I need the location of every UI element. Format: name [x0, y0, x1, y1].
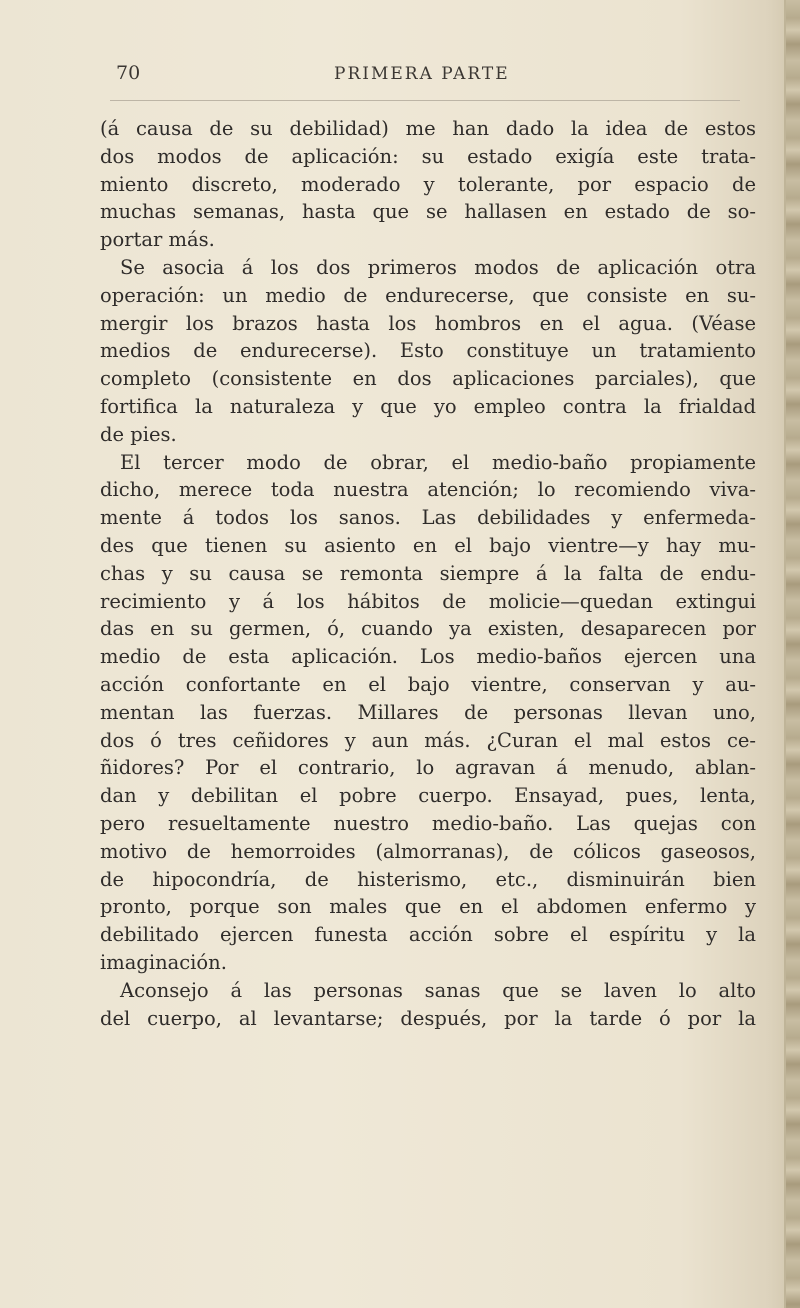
text-line: (á causa de su debilidad) me han dado la idea de estos: [100, 117, 756, 140]
text-line: muchas semanas, hasta que se hallasen en estado de so-: [100, 200, 756, 224]
text-line: dan y debilitan el pobre cuerpo. Ensayad, pues, lenta,: [100, 784, 756, 808]
text-line: de hipocondría, de histerismo, etc., disminuirán bien: [100, 867, 756, 891]
text-line: dicho, merece toda nuestra atención; lo recomiendo viva-: [100, 478, 756, 502]
text-line: operación: un medio de endurecerse, que consiste en su-: [100, 283, 756, 307]
text-line: fortifica la naturaleza y que yo empleo contra la frialdad: [100, 394, 756, 418]
text-line: motivo de hemorroides (almorranas), de cólicos gaseosos,: [100, 839, 756, 863]
text-line: del cuerpo, al levantarse; después, por la tarde ó por la: [100, 1006, 756, 1030]
book-spine-edge: [786, 0, 800, 1308]
text-line: Aconsejo á las personas sanas que se laven lo alto: [120, 978, 756, 1002]
text-line: das en su germen, ó, cuando ya existen, desaparecen por: [100, 617, 756, 641]
text-line: dos ó tres ceñidores y aun más. ¿Curan el mal estos ce-: [100, 728, 756, 752]
text-line: des que tienen su asiento en el bajo vientre—y hay mu-: [100, 533, 756, 557]
text-line: de pies.: [100, 422, 177, 446]
text-line: pronto, porque son males que en el abdomen enfermo y: [100, 895, 756, 919]
text-line: acción confortante en el bajo vientre, conservan y au-: [100, 672, 756, 696]
text-line: mergir los brazos hasta los hombros en el agua. (Véase: [100, 311, 756, 335]
text-line: chas y su causa se remonta siempre á la falta de endu-: [100, 561, 756, 585]
text-line: portar más.: [100, 228, 215, 252]
text-line: miento discreto, moderado y tolerante, por espacio de: [100, 172, 756, 196]
text-line: medio de esta aplicación. Los medio-baños ejercen una: [100, 645, 756, 669]
page-header: [116, 62, 736, 92]
body-text: [100, 115, 756, 1032]
text-line: El tercer modo de obrar, el medio-baño propiamente: [120, 450, 756, 474]
running-title: PRIMERA PARTE: [334, 64, 510, 84]
text-line: mentan las fuerzas. Millares de personas llevan uno,: [100, 700, 756, 724]
text-line: dos modos de aplicación: su estado exigía este trata-: [100, 144, 756, 168]
text-line: ñidores? Por el contrario, lo agravan á menudo, ablan-: [100, 756, 756, 780]
text-line: imaginación.: [100, 950, 227, 974]
text-line: medios de endurecerse). Esto constituye un tratamiento: [100, 339, 756, 363]
text-line: recimiento y á los hábitos de molicie—quedan extingui: [100, 589, 756, 613]
text-line: debilitado ejercen funesta acción sobre el espíritu y la: [100, 923, 756, 947]
page-number: 70: [116, 62, 141, 84]
text-line: completo (consistente en dos aplicaciones parciales), que: [100, 367, 756, 391]
text-line: mente á todos los sanos. Las debilidades y enfermeda-: [100, 506, 756, 530]
text-line: Se asocia á los dos primeros modos de aplicación otra: [120, 255, 756, 279]
text-line: pero resueltamente nuestro medio-baño. Las quejas con: [100, 811, 756, 835]
header-rule: [110, 100, 740, 101]
